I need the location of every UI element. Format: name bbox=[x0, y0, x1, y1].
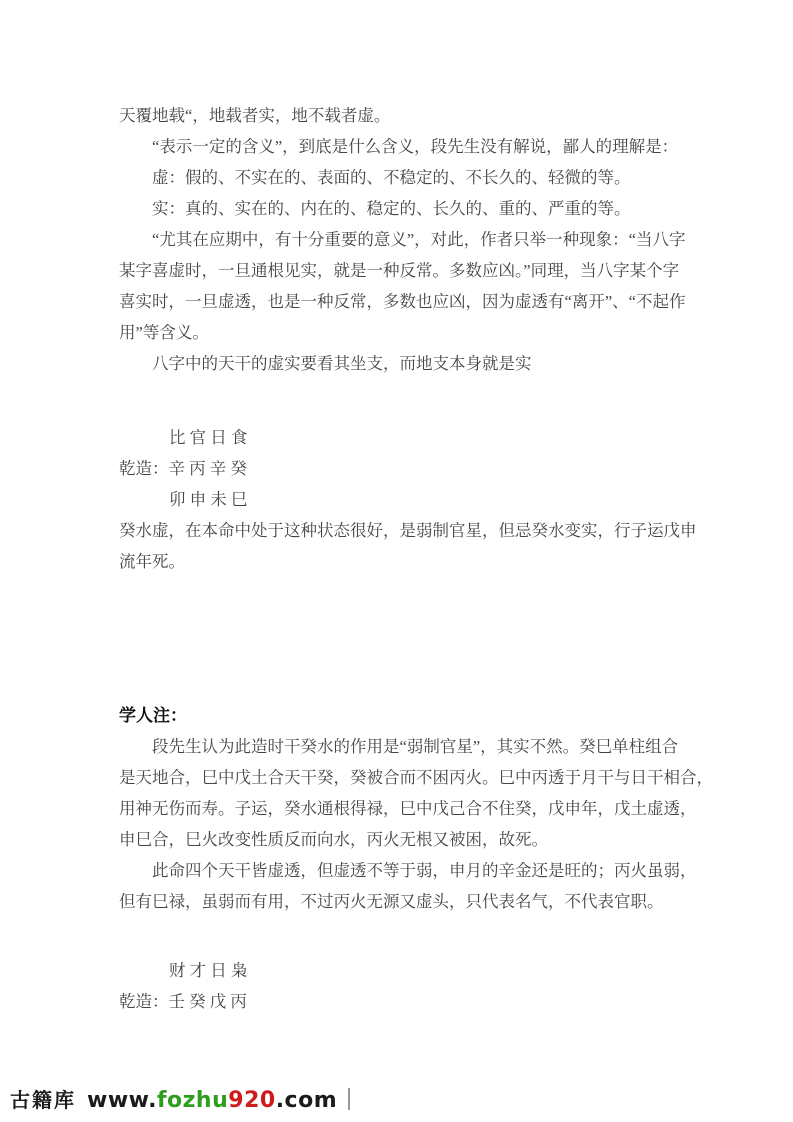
watermark-url bbox=[87, 1088, 337, 1113]
comment-1 bbox=[119, 515, 699, 577]
watermark-site-name: 古籍库 bbox=[10, 1088, 76, 1112]
text-line: 段先生认为此造时干癸水的作用是“弱制官星”，其实不然。癸巳单柱组合 bbox=[152, 737, 679, 756]
pillar-stems-row bbox=[119, 986, 699, 1017]
intro-paragraphs bbox=[119, 100, 699, 379]
pillar-gods-row: 财 才 日 枭 bbox=[169, 961, 248, 980]
text-line: 用”等含义。 bbox=[119, 323, 209, 342]
watermark-url-prefix: www. bbox=[87, 1088, 157, 1113]
text-line: 用神无伤而寿。子运，癸水通根得禄，巳中戊己合不住癸，戊申年，戊土虚透， bbox=[119, 799, 697, 818]
text-line: 此命四个天干皆虚透，但虚透不等于弱，申月的辛金还是旺的；丙火虽弱， bbox=[152, 861, 697, 880]
cropped-edge-mark bbox=[348, 1088, 350, 1110]
text-line: 某字喜虚时，一旦通根见实，就是一种反常。多数应凶。”同理，当八字某个字 bbox=[119, 261, 680, 280]
text-line: 癸水虚，在本命中处于这种状态很好，是弱制官星，但忌癸水变实，行子运戊申 bbox=[119, 521, 697, 540]
chart-label: 乾造： bbox=[119, 459, 169, 478]
watermark-url-red: 920 bbox=[228, 1088, 276, 1113]
text-line: 喜实时，一旦虚透，也是一种反常，多数也应凶，因为虚透有“离开”、“不起作 bbox=[119, 292, 686, 311]
text-line: 是天地合，巳中戊土合天干癸，癸被合而不困丙火。巳中丙透于月干与日干相合， bbox=[119, 768, 713, 787]
bazi-chart-1 bbox=[119, 422, 699, 515]
text-line: 实：真的、实在的、内在的、稳定的、长久的、重的、严重的等。 bbox=[152, 199, 631, 218]
pillar-stems-row bbox=[119, 453, 699, 484]
text-line: “表示一定的含义”，到底是什么含义，段先生没有解说，鄙人的理解是： bbox=[152, 137, 679, 156]
watermark bbox=[10, 1084, 350, 1113]
pillar-gods-row: 比 官 日 食 bbox=[169, 428, 248, 447]
watermark-url-suffix: .com bbox=[275, 1088, 338, 1113]
text-line: 但有巳禄，虽弱而有用，不过丙火无源又虚头，只代表名气，不代表官职。 bbox=[119, 892, 664, 911]
watermark-url-green: fozhu bbox=[156, 1088, 229, 1113]
text-line: 八字中的天干的虚实要看其坐支，而地支本身就是实 bbox=[152, 354, 532, 373]
pillar-branches-row: 卯 申 未 巳 bbox=[169, 490, 248, 509]
text-line: 天覆地载“，地载者实，地不载者虚。 bbox=[119, 106, 391, 125]
text-line: “尤其在应期中，有十分重要的意义”，对此，作者只举一种现象：“当八字 bbox=[152, 230, 686, 249]
note-heading: 学人注： bbox=[119, 706, 187, 725]
bazi-chart-2 bbox=[119, 955, 699, 1017]
text-line: 虚：假的、不实在的、表面的、不稳定的、不长久的、轻微的等。 bbox=[152, 168, 631, 187]
stems-values: 壬 癸 戊 丙 bbox=[168, 992, 247, 1011]
text-line: 申巳合，巳火改变性质反而向水，丙火无根又被困，故死。 bbox=[119, 830, 548, 849]
text-line: 流年死。 bbox=[119, 552, 185, 571]
scholar-note bbox=[119, 700, 713, 917]
stems-values: 辛 丙 辛 癸 bbox=[168, 459, 247, 478]
chart-label: 乾造： bbox=[119, 992, 169, 1011]
